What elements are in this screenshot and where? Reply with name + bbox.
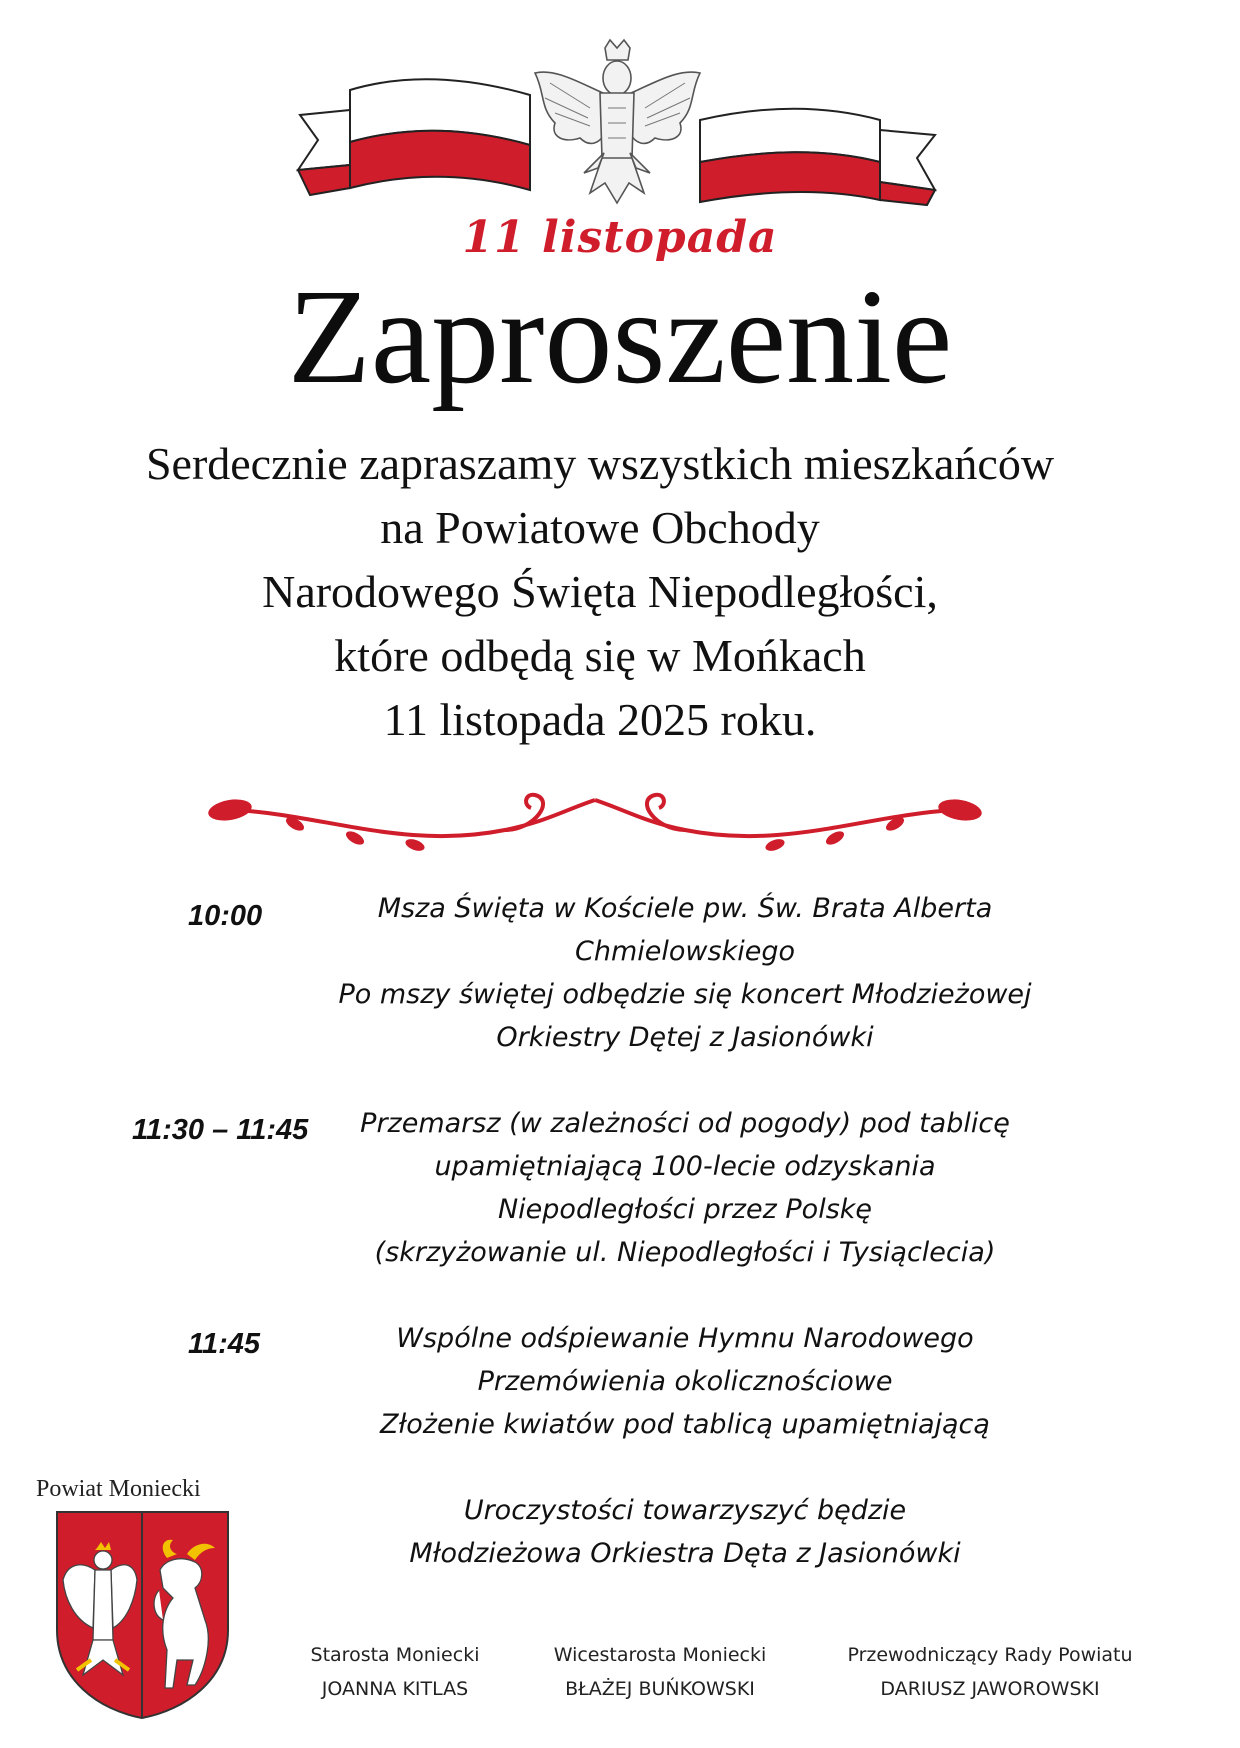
schedule-line: Wspólne odśpiewanie Hymnu Narodowego — [396, 1323, 974, 1354]
date-heading: 11 listopada — [462, 212, 778, 263]
schedule-line: Msza Święta w Kościele pw. Św. Brata Alberta — [377, 893, 993, 924]
signature-role: Przewodniczący Rady Powiatu — [847, 1644, 1133, 1666]
closing-note — [320, 1489, 1050, 1575]
red-vine-ornament-icon — [205, 790, 985, 860]
signature-name: BŁAŻEJ BUŃKOWSKI — [565, 1678, 755, 1700]
intro-line: Serdecznie zapraszamy wszystkich mieszkańców — [145, 438, 1055, 489]
white-eagle-emblem-icon — [520, 38, 715, 208]
signature-wicestarosta — [535, 1638, 785, 1706]
signature-name: JOANNA KITLAS — [321, 1678, 469, 1700]
intro-line: 11 listopada 2025 roku. — [383, 694, 817, 745]
schedule-line: Złożenie kwiatów pod tablicą upamiętniającą — [380, 1409, 990, 1440]
signature-starosta — [290, 1638, 500, 1706]
powiat-coat-of-arms-icon — [55, 1510, 230, 1720]
schedule-line: Niepodległości przez Polskę — [497, 1194, 873, 1225]
intro-line: które odbędą się w Mońkach — [334, 630, 866, 681]
schedule-time: 11:45 — [188, 1328, 261, 1360]
schedule-time: 10:00 — [188, 900, 263, 932]
signature-role: Starosta Moniecki — [310, 1644, 480, 1666]
schedule-line: (skrzyżowanie ul. Niepodległości i Tysiąclecia) — [374, 1237, 996, 1268]
powiat-label: Powiat Moniecki — [36, 1476, 201, 1502]
schedule-line: Orkiestry Dętej z Jasionówki — [496, 1022, 874, 1053]
intro-line: na Powiatowe Obchody — [380, 502, 820, 553]
schedule-line: Chmielowskiego — [575, 936, 795, 967]
schedule-line: Przemarsz (w zależności od pogody) pod tablicę — [360, 1108, 1010, 1139]
polish-flag-ribbon-icon — [695, 100, 940, 210]
schedule-description — [320, 1317, 1050, 1446]
signature-name: DARIUSZ JAWOROWSKI — [880, 1678, 1100, 1700]
schedule-description — [320, 887, 1050, 1059]
polish-flag-ribbon-icon — [290, 70, 535, 200]
schedule-line: Po mszy świętej odbędzie się koncert Młodzieżowej — [338, 979, 1032, 1010]
closing-line: Uroczystości towarzyszyć będzie — [463, 1495, 907, 1526]
schedule-description — [320, 1102, 1050, 1274]
signature-role: Wicestarosta Moniecki — [553, 1644, 767, 1666]
schedule-line: Przemówienia okolicznościowe — [477, 1366, 893, 1397]
intro-text — [40, 432, 1160, 752]
schedule-time: 11:30 – 11:45 — [132, 1114, 309, 1146]
page-title: Zaproszenie — [287, 262, 953, 412]
schedule-line: upamiętniającą 100-lecie odzyskania — [434, 1151, 936, 1182]
intro-line: Narodowego Święta Niepodległości, — [262, 566, 938, 617]
closing-line: Młodzieżowa Orkiestra Dęta z Jasionówki — [409, 1538, 961, 1569]
signature-przewodniczacy — [835, 1638, 1145, 1706]
